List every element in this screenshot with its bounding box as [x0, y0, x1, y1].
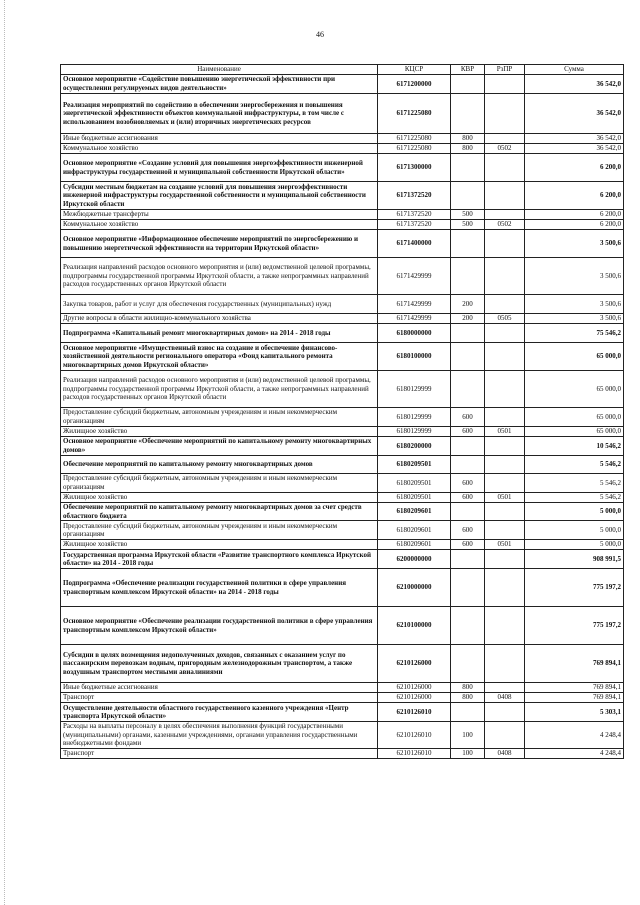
table-row — [61, 154, 624, 182]
table-row — [61, 427, 624, 437]
table-row — [61, 521, 624, 540]
cell-rzpr — [485, 645, 525, 683]
table-row — [61, 94, 624, 134]
cell-name: Основное мероприятие «Содействие повышению энергетической эффективности при осуществлении регулируемых видов деятельности» — [61, 75, 378, 94]
cell-sum: 769 894,1 — [525, 683, 624, 693]
table-row — [61, 683, 624, 693]
cell-sum: 5 546,2 — [525, 456, 624, 474]
header-kcsr: КЦСР — [378, 65, 451, 75]
cell-kcsr: 6180209501 — [378, 474, 451, 493]
cell-rzpr — [485, 371, 525, 408]
cell-kvr — [451, 456, 485, 474]
cell-name: Основное мероприятие «Имущественный взнос на создание и обеспечение финансово-хозяйственной деятельности регионального оператора «Фонд капитального ремонта многоквартирных домов Иркутской области» — [61, 343, 378, 371]
cell-sum: 6 200,0 — [525, 154, 624, 182]
cell-sum: 65 000,0 — [525, 427, 624, 437]
cell-rzpr — [485, 134, 525, 144]
cell-rzpr: 0502 — [485, 144, 525, 154]
table-row — [61, 607, 624, 645]
cell-kcsr: 6180100000 — [378, 343, 451, 371]
cell-kvr — [451, 324, 485, 343]
cell-sum: 6 200,0 — [525, 182, 624, 210]
cell-rzpr: 0505 — [485, 314, 525, 324]
cell-kcsr: 6171300000 — [378, 154, 451, 182]
cell-name: Основное мероприятие «Информационное обеспечение мероприятий по энергосбережению и повышению энергетической эффективности на территории Иркутской области» — [61, 230, 378, 258]
cell-name: Предоставление субсидий бюджетным, автономным учреждениям и иным некоммерческим организациям — [61, 474, 378, 493]
table-row — [61, 749, 624, 759]
cell-kvr: 800 — [451, 693, 485, 703]
cell-kvr: 600 — [451, 408, 485, 427]
cell-kvr — [451, 75, 485, 94]
cell-kcsr: 6180209601 — [378, 540, 451, 550]
cell-sum: 3 500,6 — [525, 295, 624, 314]
table-row — [61, 569, 624, 607]
cell-rzpr — [485, 154, 525, 182]
cell-rzpr: 0408 — [485, 693, 525, 703]
table-body — [61, 75, 624, 759]
cell-rzpr — [485, 607, 525, 645]
cell-name: Основное мероприятие «Обеспечение реализации государственной политики в сфере управления транспортным комплексом Иркутской области» — [61, 607, 378, 645]
cell-kcsr: 6171225080 — [378, 144, 451, 154]
cell-name: Подпрограмма «Обеспечение реализации государственной политики в сфере управления транспортным комплексом Иркутской области» на 2014 - 2018 годы — [61, 569, 378, 607]
table-row — [61, 503, 624, 521]
cell-name: Расходы на выплаты персоналу в целях обеспечения выполнения функций государственными (муниципальными) органами, казенными учреждениями, органами управления государственными внебюджетными фондами — [61, 722, 378, 749]
table-row — [61, 437, 624, 456]
cell-kcsr: 6171225080 — [378, 134, 451, 144]
cell-kvr — [451, 645, 485, 683]
cell-kcsr: 6180200000 — [378, 437, 451, 456]
table-row — [61, 456, 624, 474]
cell-rzpr — [485, 408, 525, 427]
cell-sum: 36 542,0 — [525, 94, 624, 134]
cell-kcsr: 6180129999 — [378, 371, 451, 408]
budget-table — [60, 64, 624, 759]
cell-sum: 36 542,0 — [525, 75, 624, 94]
cell-sum: 65 000,0 — [525, 343, 624, 371]
cell-sum: 4 248,4 — [525, 722, 624, 749]
cell-rzpr — [485, 474, 525, 493]
table-row — [61, 295, 624, 314]
cell-name: Реализация направлений расходов основного мероприятия и (или) ведомственной целевой программы, подпрограммы государственной программы Иркутской области, а также непрограммных направлений расходов государственных органов Иркутской области — [61, 258, 378, 295]
cell-kvr — [451, 371, 485, 408]
cell-rzpr — [485, 703, 525, 722]
header-name: Наименование — [61, 65, 378, 75]
cell-kcsr: 6171429999 — [378, 314, 451, 324]
cell-name: Субсидии местным бюджетам на создание условий для повышения энергоэффективности инженерной инфраструктуры государственной собственности и муниципальной собственности Иркутской области — [61, 182, 378, 210]
cell-kcsr: 6200000000 — [378, 550, 451, 569]
cell-kcsr: 6210126000 — [378, 645, 451, 683]
cell-kvr — [451, 503, 485, 521]
header-sum: Сумма — [525, 65, 624, 75]
cell-sum: 769 894,1 — [525, 693, 624, 703]
header-rzpr: РзПР — [485, 65, 525, 75]
cell-sum: 65 000,0 — [525, 371, 624, 408]
cell-kvr: 200 — [451, 295, 485, 314]
cell-sum: 3 500,6 — [525, 230, 624, 258]
cell-kvr: 100 — [451, 749, 485, 759]
cell-name: Иные бюджетные ассигнования — [61, 683, 378, 693]
cell-kvr: 100 — [451, 722, 485, 749]
table-row — [61, 314, 624, 324]
cell-name: Обеспечение мероприятий по капитальному ремонту многоквартирных домов — [61, 456, 378, 474]
cell-kvr: 500 — [451, 220, 485, 230]
cell-name: Транспорт — [61, 749, 378, 759]
cell-kvr — [451, 154, 485, 182]
cell-kvr — [451, 703, 485, 722]
table-row — [61, 144, 624, 154]
cell-sum: 36 542,0 — [525, 144, 624, 154]
cell-sum: 10 546,2 — [525, 437, 624, 456]
cell-rzpr — [485, 683, 525, 693]
table-row — [61, 722, 624, 749]
cell-kvr: 600 — [451, 427, 485, 437]
cell-rzpr — [485, 437, 525, 456]
cell-kcsr: 6171200000 — [378, 75, 451, 94]
cell-rzpr — [485, 182, 525, 210]
cell-rzpr: 0501 — [485, 427, 525, 437]
cell-sum: 3 500,6 — [525, 314, 624, 324]
cell-kcsr: 6180000000 — [378, 324, 451, 343]
cell-name: Основное мероприятие «Обеспечение мероприятий по капитальному ремонту многоквартирных домов» — [61, 437, 378, 456]
table-row — [61, 75, 624, 94]
cell-kcsr: 6210000000 — [378, 569, 451, 607]
table-row — [61, 210, 624, 220]
cell-name: Другие вопросы в области жилищно-коммунального хозяйства — [61, 314, 378, 324]
cell-sum: 769 894,1 — [525, 645, 624, 683]
cell-sum: 6 200,0 — [525, 210, 624, 220]
cell-sum: 65 000,0 — [525, 408, 624, 427]
table-row — [61, 371, 624, 408]
cell-rzpr — [485, 258, 525, 295]
cell-kvr — [451, 343, 485, 371]
cell-rzpr — [485, 324, 525, 343]
cell-kcsr: 6210100000 — [378, 607, 451, 645]
cell-rzpr — [485, 295, 525, 314]
cell-rzpr — [485, 210, 525, 220]
cell-kcsr: 6210126000 — [378, 693, 451, 703]
cell-rzpr — [485, 521, 525, 540]
cell-rzpr — [485, 343, 525, 371]
cell-kcsr: 6180209501 — [378, 493, 451, 503]
cell-rzpr: 0408 — [485, 749, 525, 759]
cell-name: Обеспечение мероприятий по капитальному ремонту многоквартирных домов за счет средств областного бюджета — [61, 503, 378, 521]
table-row — [61, 693, 624, 703]
cell-name: Межбюджетные трансферты — [61, 210, 378, 220]
cell-kvr: 600 — [451, 521, 485, 540]
cell-sum: 6 200,0 — [525, 220, 624, 230]
cell-rzpr — [485, 550, 525, 569]
table-row — [61, 258, 624, 295]
cell-kvr — [451, 94, 485, 134]
cell-kcsr: 6171372520 — [378, 220, 451, 230]
cell-kcsr: 6180209601 — [378, 521, 451, 540]
cell-kcsr: 6210126010 — [378, 749, 451, 759]
cell-name: Транспорт — [61, 693, 378, 703]
scan-edge-dots — [4, 0, 7, 905]
cell-rzpr — [485, 456, 525, 474]
cell-rzpr: 0501 — [485, 493, 525, 503]
cell-name: Государственная программа Иркутской области «Развитие транспортного комплекса Иркутской области» на 2014 - 2018 годы — [61, 550, 378, 569]
cell-kvr — [451, 569, 485, 607]
cell-kcsr: 6171429999 — [378, 258, 451, 295]
table-row — [61, 230, 624, 258]
cell-kcsr: 6171225080 — [378, 94, 451, 134]
cell-name: Иные бюджетные ассигнования — [61, 134, 378, 144]
table-row — [61, 182, 624, 210]
cell-kcsr: 6210126010 — [378, 703, 451, 722]
cell-kvr — [451, 550, 485, 569]
cell-name: Субсидии в целях возмещения недополученных доходов, связанных с оказанием услуг по пассажирским перевозкам водным, пригородным железнодорожным транспортом, а также воздушным транспортом местными авиалиниями — [61, 645, 378, 683]
table-row — [61, 408, 624, 427]
cell-sum: 5 000,0 — [525, 540, 624, 550]
cell-name: Осуществление деятельности областного государственного казенного учреждения «Центр транспорта Иркутской области» — [61, 703, 378, 722]
table-row — [61, 134, 624, 144]
table-row — [61, 645, 624, 683]
cell-kcsr: 6210126000 — [378, 683, 451, 693]
cell-rzpr — [485, 230, 525, 258]
table-row — [61, 220, 624, 230]
header-kvr: КВР — [451, 65, 485, 75]
cell-name: Реализация мероприятий по содействию в обеспечении энергосбережения и повышения энергетической эффективности объектов коммунальной инфраструктуры, в том числе с использованием возобновляемых и (или) вторичных энергетических ресурсов — [61, 94, 378, 134]
cell-kvr: 600 — [451, 493, 485, 503]
table-row — [61, 540, 624, 550]
cell-kcsr: 6180129999 — [378, 427, 451, 437]
cell-name: Закупка товаров, работ и услуг для обеспечения государственных (муниципальных) нужд — [61, 295, 378, 314]
cell-name: Основное мероприятие «Создание условий для повышения энергоэффективности инженерной инфраструктуры государственной и муниципальной собственности Иркутской области» — [61, 154, 378, 182]
cell-sum: 775 197,2 — [525, 569, 624, 607]
cell-name: Предоставление субсидий бюджетным, автономным учреждениям и иным некоммерческим организациям — [61, 408, 378, 427]
cell-rzpr — [485, 722, 525, 749]
cell-name: Предоставление субсидий бюджетным, автономным учреждениям и иным некоммерческим организациям — [61, 521, 378, 540]
cell-kvr: 800 — [451, 134, 485, 144]
cell-sum: 5 000,0 — [525, 503, 624, 521]
cell-kcsr: 6210126010 — [378, 722, 451, 749]
cell-kcsr: 6171372520 — [378, 210, 451, 220]
cell-kcsr: 6171372520 — [378, 182, 451, 210]
cell-kvr — [451, 258, 485, 295]
cell-kvr: 800 — [451, 144, 485, 154]
cell-kvr — [451, 607, 485, 645]
cell-kcsr: 6171400000 — [378, 230, 451, 258]
cell-kvr — [451, 230, 485, 258]
cell-name: Реализация направлений расходов основного мероприятия и (или) ведомственной целевой программы, подпрограммы государственной программы Иркутской области, а также непрограммных направлений расходов государственных органов Иркутской области — [61, 371, 378, 408]
page-number: 46 — [316, 30, 324, 39]
cell-kvr — [451, 437, 485, 456]
cell-name: Коммунальное хозяйство — [61, 220, 378, 230]
cell-rzpr — [485, 503, 525, 521]
cell-kcsr: 6180209601 — [378, 503, 451, 521]
cell-rzpr — [485, 569, 525, 607]
cell-sum: 5 303,1 — [525, 703, 624, 722]
cell-kvr: 200 — [451, 314, 485, 324]
cell-name: Коммунальное хозяйство — [61, 144, 378, 154]
cell-rzpr — [485, 94, 525, 134]
cell-kcsr: 6180209501 — [378, 456, 451, 474]
cell-sum: 4 248,4 — [525, 749, 624, 759]
cell-kcsr: 6180129999 — [378, 408, 451, 427]
cell-kcsr: 6171429999 — [378, 295, 451, 314]
cell-sum: 5 000,0 — [525, 521, 624, 540]
cell-kvr: 600 — [451, 540, 485, 550]
table-row — [61, 343, 624, 371]
table-row — [61, 550, 624, 569]
cell-sum: 36 542,0 — [525, 134, 624, 144]
cell-sum: 75 546,2 — [525, 324, 624, 343]
cell-name: Подпрограмма «Капитальный ремонт многоквартирных домов» на 2014 - 2018 годы — [61, 324, 378, 343]
cell-kvr: 600 — [451, 474, 485, 493]
cell-kvr: 800 — [451, 683, 485, 693]
cell-name: Жилищное хозяйство — [61, 427, 378, 437]
cell-sum: 5 546,2 — [525, 474, 624, 493]
table-header-row — [61, 65, 624, 75]
cell-rzpr — [485, 75, 525, 94]
cell-sum: 908 991,5 — [525, 550, 624, 569]
cell-rzpr: 0502 — [485, 220, 525, 230]
table-row — [61, 493, 624, 503]
table-row — [61, 703, 624, 722]
table-row — [61, 474, 624, 493]
cell-kvr: 500 — [451, 210, 485, 220]
cell-sum: 5 546,2 — [525, 493, 624, 503]
cell-sum: 775 197,2 — [525, 607, 624, 645]
cell-name: Жилищное хозяйство — [61, 493, 378, 503]
cell-name: Жилищное хозяйство — [61, 540, 378, 550]
cell-kvr — [451, 182, 485, 210]
table-row — [61, 324, 624, 343]
cell-sum: 3 500,6 — [525, 258, 624, 295]
cell-rzpr: 0501 — [485, 540, 525, 550]
